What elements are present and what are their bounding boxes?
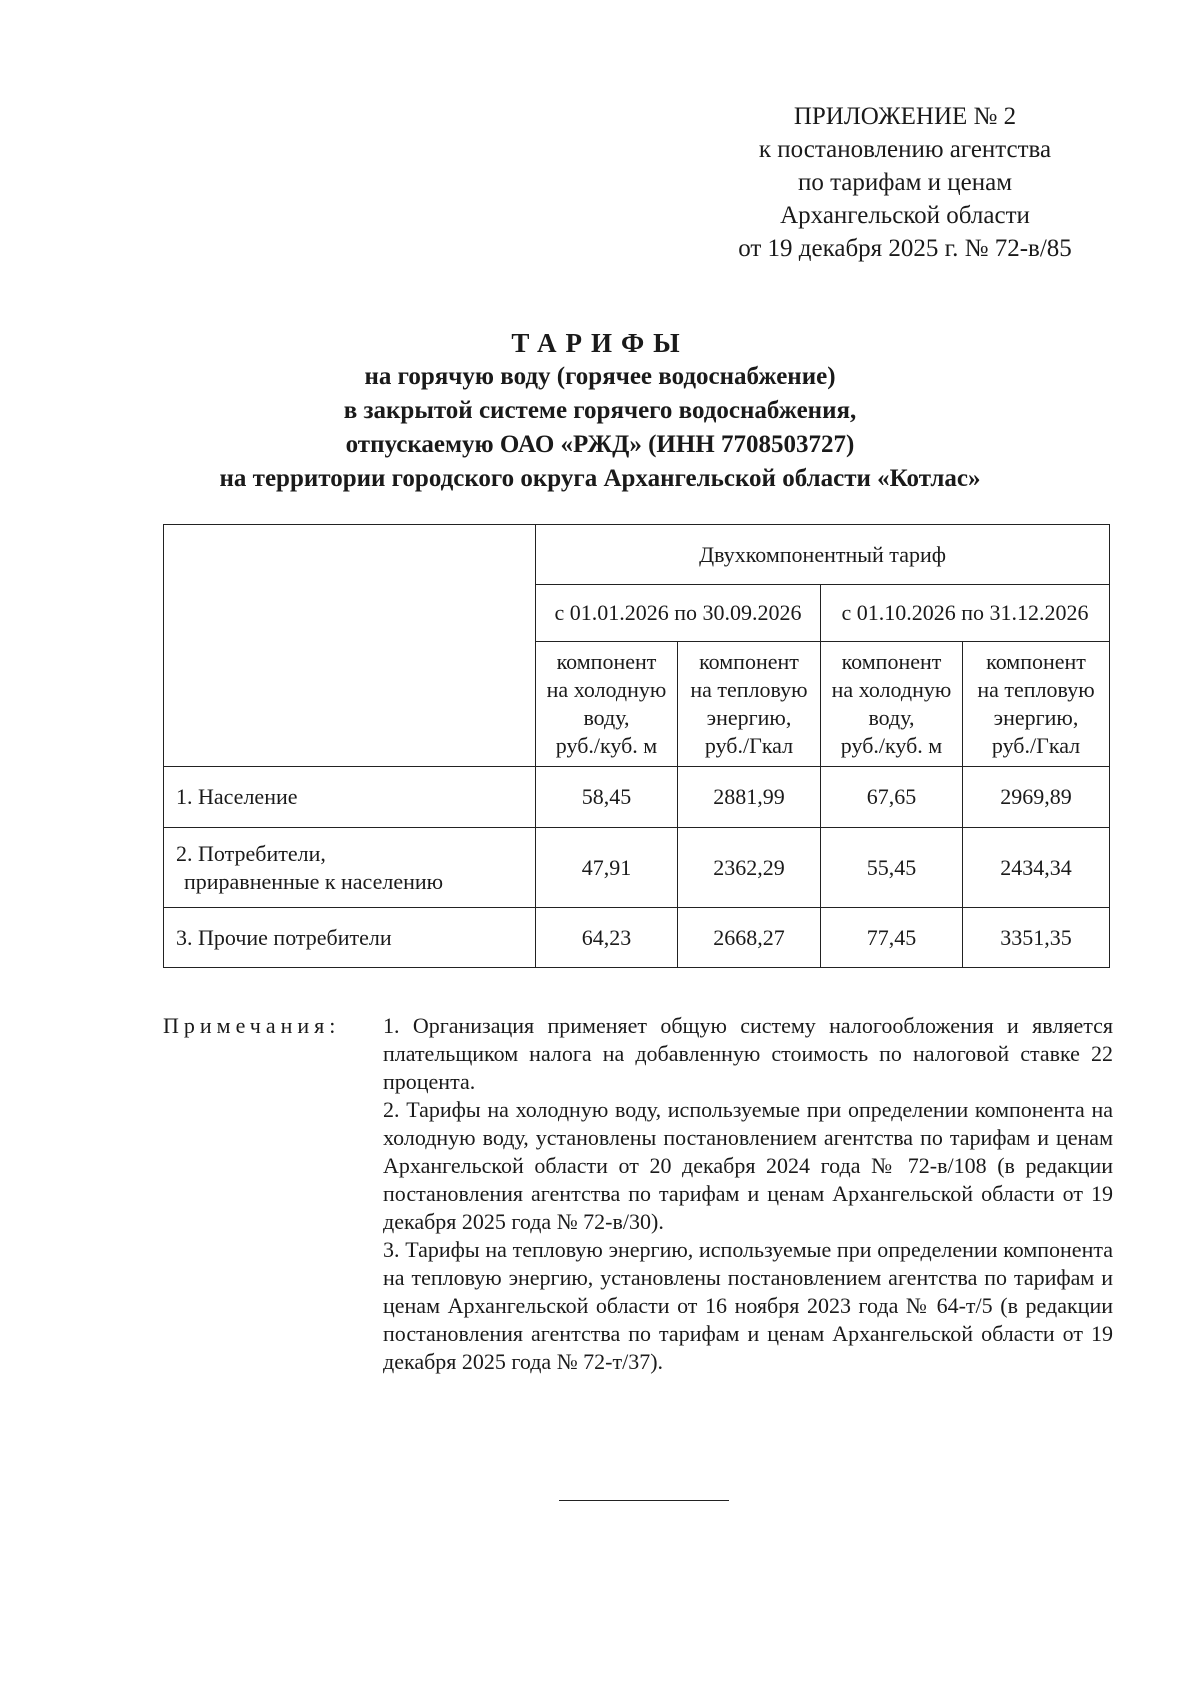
component-header-line: руб./куб. м (555, 733, 658, 758)
component-header-line: руб./Гкал (991, 733, 1081, 758)
appendix-ref-line: Архангельской области (780, 202, 1030, 229)
component-header-line: энергию, (993, 705, 1079, 730)
table-cell: 77,45 (821, 908, 963, 968)
component-header-line: на тепловую (977, 677, 1095, 702)
appendix-header (690, 100, 1120, 265)
table-cell: 58,45 (536, 767, 678, 828)
appendix-ref-line: по тарифам и ценам (797, 169, 1013, 196)
period-header: с 01.01.2026 по 30.09.2026 (536, 585, 821, 642)
component-header-line: воду, (868, 705, 915, 730)
component-header-line: компонент (699, 649, 799, 674)
appendix-ref-line: к постановлению агентства (758, 136, 1052, 163)
row-label: 3. Прочие потребители (164, 908, 536, 968)
row-label: 1. Население (164, 767, 536, 828)
tariff-type-header: Двухкомпонентный тариф (536, 525, 1110, 585)
component-header (536, 642, 678, 767)
component-header-line: воду, (583, 705, 630, 730)
appendix-number: ПРИЛОЖЕНИЕ № 2 (793, 103, 1017, 130)
component-header-line: на холодную (831, 677, 952, 702)
table-cell: 2362,29 (678, 828, 821, 908)
note-item: 1. Организация применяет общую систему налогообложения и является плательщиком налога на добавленную стоимость по налоговой ставке 22 процента. (383, 1013, 1113, 1094)
component-header-line: на холодную (546, 677, 667, 702)
title-line: в закрытой системе горячего водоснабжения, (343, 397, 857, 424)
row-label (164, 828, 536, 908)
title-line: на территории городского округа Архангельской области «Котлас» (219, 465, 981, 492)
component-header-line: компонент (556, 649, 657, 674)
table-cell: 2969,89 (963, 767, 1110, 828)
closing-divider (559, 1500, 729, 1501)
row-label-line: приравненные к населению (184, 868, 444, 894)
component-header-line: руб./куб. м (840, 733, 943, 758)
note-item: 2. Тарифы на холодную воду, используемые при определении компонента на холодную воду, установлены постановлением агентства по тарифам и ценам Архангельской области от 20 декабря 2024 года № 72-в/108 (в редакции постановления агентства по тарифам и ценам Архангельской области от 19 декабря 2025 года № 72-в/30). (383, 1097, 1113, 1234)
component-header-line: компонент (841, 649, 942, 674)
component-header (821, 642, 963, 767)
document-title (0, 326, 1200, 496)
table-cell: 47,91 (536, 828, 678, 908)
table-cell: 67,65 (821, 767, 963, 828)
title-line: отпускаемую ОАО «РЖД» (ИНН 7708503727) (345, 431, 855, 458)
component-header-line: компонент (986, 649, 1086, 674)
table-cell: 2668,27 (678, 908, 821, 968)
table-corner-cell (164, 525, 536, 767)
row-label-line: 2. Потребители, (176, 840, 326, 866)
title-line: на горячую воду (горячее водоснабжение) (364, 363, 836, 390)
table-cell: 64,23 (536, 908, 678, 968)
notes-list (383, 1012, 1113, 1376)
component-header-line: руб./Гкал (704, 733, 794, 758)
table-row (164, 908, 1110, 968)
component-header (963, 642, 1110, 767)
table-cell: 2881,99 (678, 767, 821, 828)
period-header: с 01.10.2026 по 31.12.2026 (821, 585, 1110, 642)
component-header-line: энергию, (706, 705, 792, 730)
table-cell: 3351,35 (963, 908, 1110, 968)
tariffs-table (163, 524, 1110, 968)
table-cell: 55,45 (821, 828, 963, 908)
appendix-date-number: от 19 декабря 2025 г. № 72-в/85 (738, 235, 1072, 262)
table-row (164, 767, 1110, 828)
title-main: ТАРИФЫ (511, 328, 689, 358)
table-header-row (164, 525, 1110, 585)
note-item: 3. Тарифы на тепловую энергию, используемые при определении компонента на тепловую энергию, установлены постановлением агентства по тарифам и ценам Архангельской области от 16 ноября 2023 года № 64-т/5 (в редакции постановления агентства по тарифам и ценам Архангельской области от 19 декабря 2025 года № 72-т/37). (383, 1237, 1113, 1374)
table-row (164, 828, 1110, 908)
component-header-line: на тепловую (690, 677, 808, 702)
component-header (678, 642, 821, 767)
table-cell: 2434,34 (963, 828, 1110, 908)
notes-label: Примечания: (163, 1013, 341, 1038)
